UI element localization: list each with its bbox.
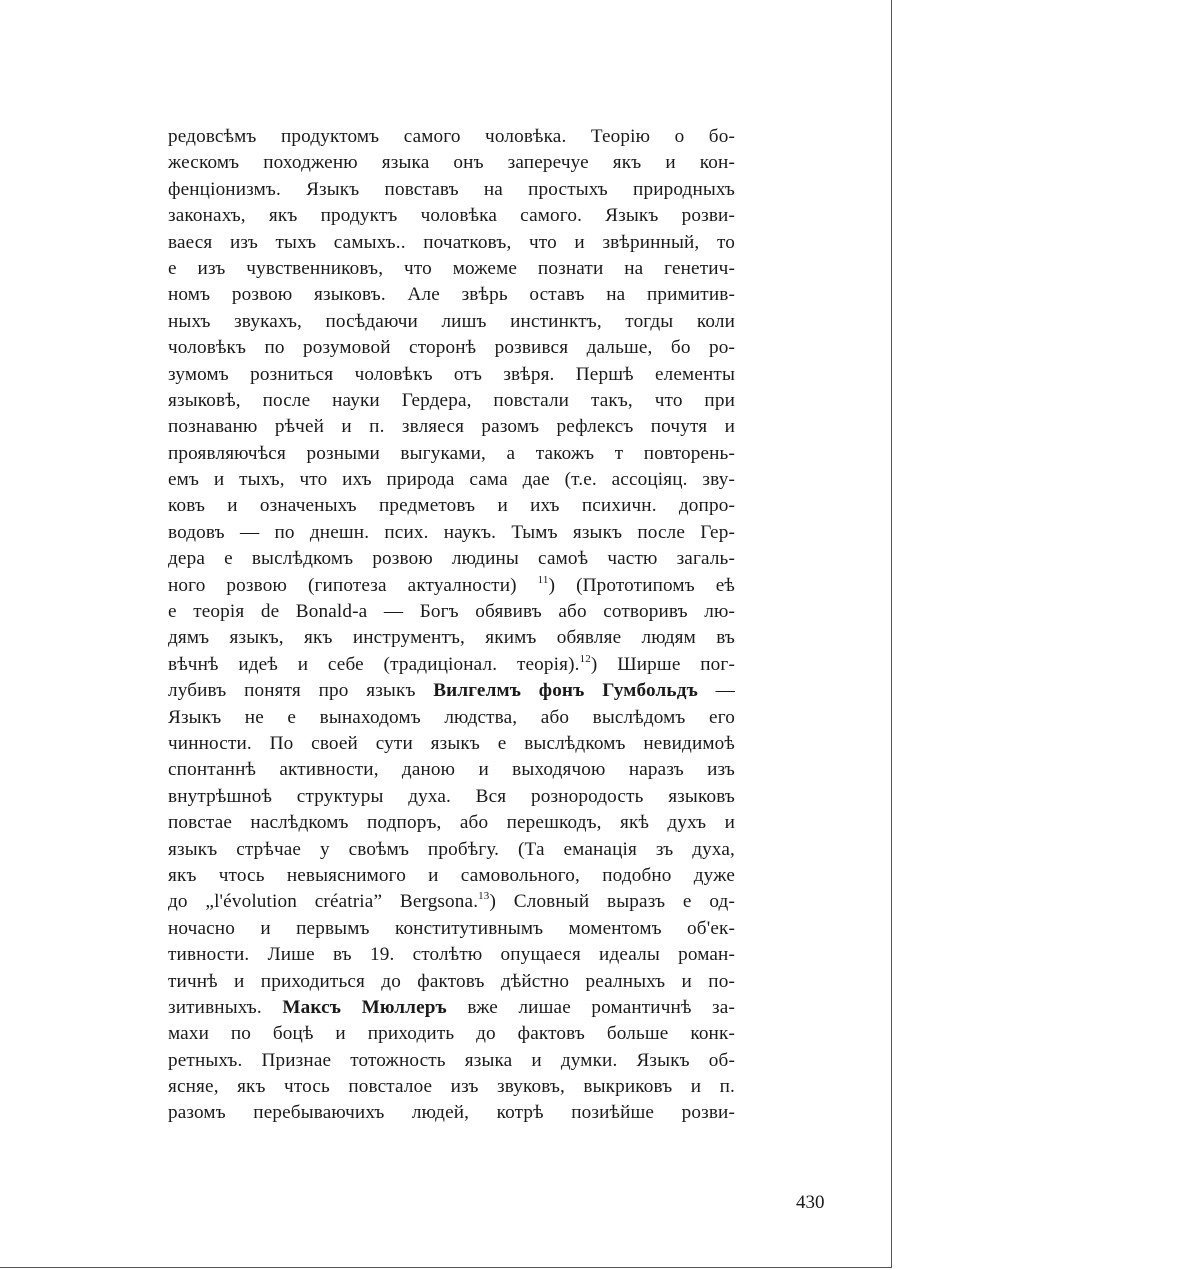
text-span: водовъ — по днешн. псих. наукъ. Тымъ языкъ после Гер- bbox=[168, 521, 735, 543]
text-line bbox=[168, 388, 735, 414]
page-number: 430 bbox=[796, 1192, 825, 1213]
footnote-ref: 13 bbox=[478, 890, 490, 903]
text-span: проявляючѣся розными выгуками, а такожъ т повторень- bbox=[168, 442, 735, 464]
text-line bbox=[168, 362, 735, 388]
text-line bbox=[168, 705, 735, 731]
text-span: — bbox=[697, 680, 735, 702]
text-span: вѣчнѣ идеѣ и себе (традиціонал. теорія). bbox=[168, 653, 580, 675]
text-span: ваеся изъ тыхъ самыхъ.. початковъ, что и звѣринный, то bbox=[168, 231, 735, 253]
text-span: внутрѣшноѣ структуры духа. Вся рознородость языковъ bbox=[168, 785, 735, 807]
text-span: зитивныхъ. bbox=[168, 996, 283, 1018]
text-line bbox=[168, 731, 735, 757]
text-span: вже лишае романтичнѣ за- bbox=[446, 996, 735, 1018]
text-span: повстае наслѣдкомъ подпоръ, або перешкодъ, якѣ духъ и bbox=[168, 812, 735, 834]
bold-name: Максъ Мюллеръ bbox=[282, 996, 447, 1018]
text-line bbox=[168, 863, 735, 889]
text-span: ныхъ звукахъ, посѣдаючи лишъ инстинктъ, тогды коли bbox=[168, 310, 735, 332]
text-line bbox=[168, 942, 735, 968]
text-span: чинности. По своей сути языкъ е выслѣдкомъ невидимоѣ bbox=[168, 732, 735, 754]
text-line bbox=[168, 467, 735, 493]
bold-name: Вилгелмъ фонъ Гумбольдъ bbox=[433, 680, 698, 702]
text-span: лубивъ понятя про языкъ bbox=[168, 680, 434, 702]
text-line bbox=[168, 177, 735, 203]
text-line bbox=[168, 889, 735, 915]
text-span: до „l'évolution créatria” Bergsona. bbox=[168, 891, 479, 913]
text-line bbox=[168, 256, 735, 282]
text-span: законахъ, якъ продуктъ чоловѣка самого. Языкъ розви- bbox=[168, 205, 735, 227]
text-span: зумомъ розниться чоловѣкъ отъ звѣря. Першѣ елементы bbox=[168, 363, 735, 385]
text-span: дямъ языкъ, якъ инструментъ, якимъ обявляе людям въ bbox=[168, 627, 735, 649]
text-span: якъ чтось невыяснимого и самовольного, подобно дуже bbox=[168, 864, 735, 886]
text-span: тичнѣ и приходиться до фактовъ дѣйстно реалныхъ и по- bbox=[168, 970, 735, 992]
text-span: е изъ чувственниковъ, что можеме познати на генетич- bbox=[168, 257, 735, 279]
text-line bbox=[168, 493, 735, 519]
text-line bbox=[168, 1100, 735, 1126]
text-line bbox=[168, 757, 735, 783]
text-line bbox=[168, 625, 735, 651]
text-line bbox=[168, 573, 735, 599]
text-span: ) Ширше пог- bbox=[590, 653, 735, 675]
text-line bbox=[168, 335, 735, 361]
text-span: дера е выслѣдкомъ розвою людины самоѣ частю загаль- bbox=[168, 548, 735, 570]
text-span: жескомъ походженю языка онъ заперечуе якъ и кон- bbox=[168, 152, 735, 174]
text-span: фенціонизмъ. Языкъ повставъ на простыхъ природныхъ bbox=[168, 178, 735, 200]
text-line bbox=[168, 414, 735, 440]
text-line bbox=[168, 1048, 735, 1074]
text-span: разомъ перебываючихъ людей, котрѣ позиѣйше розви- bbox=[168, 1102, 735, 1124]
text-span: тивности. Лише въ 19. столѣтю опущаеся идеалы роман- bbox=[168, 944, 735, 966]
text-span: спонтаннѣ активности, даною и выходячою наразъ изъ bbox=[168, 759, 735, 781]
text-span: познаваню рѣчей и п. звляеся разомъ рефлексъ почутя и bbox=[168, 416, 735, 438]
text-line bbox=[168, 124, 735, 150]
text-span: Языкъ не е вынаходомъ людства, або выслѣдомъ его bbox=[168, 706, 735, 728]
text-span: емъ и тыхъ, что ихъ природа сама дае (т.е. ассоціяц. зву- bbox=[168, 469, 735, 491]
text-line bbox=[168, 810, 735, 836]
text-line bbox=[168, 652, 735, 678]
text-line bbox=[168, 599, 735, 625]
footnote-ref: 12 bbox=[579, 652, 591, 665]
text-span: махи по боцѣ и приходить до фактовъ больше конк- bbox=[168, 1023, 735, 1045]
text-span: ) (Прототипомъ еѣ bbox=[548, 574, 735, 596]
text-line bbox=[168, 1074, 735, 1100]
text-span: ковъ и означеныхъ предметовъ и ихъ психичн. допро- bbox=[168, 495, 735, 517]
text-span: языковѣ, после науки Гердера, повстали такъ, что при bbox=[168, 389, 735, 411]
text-line bbox=[168, 969, 735, 995]
text-line bbox=[168, 230, 735, 256]
text-line bbox=[168, 784, 735, 810]
text-span: чоловѣкъ по розумовой сторонѣ розвився дальше, бо ро- bbox=[168, 337, 735, 359]
text-line bbox=[168, 309, 735, 335]
text-line bbox=[168, 546, 735, 572]
text-span: ночасно и первымъ конститутивнымъ моментомъ об'ек- bbox=[168, 917, 735, 939]
text-line bbox=[168, 441, 735, 467]
text-line bbox=[168, 995, 735, 1021]
text-span: ясняе, якъ чтось повсталое изъ звуковъ, выкриковъ и п. bbox=[168, 1076, 735, 1098]
text-span: ретныхъ. Признае тотожность языка и думки. Языкъ об- bbox=[168, 1049, 735, 1071]
text-line bbox=[168, 678, 735, 704]
text-span: ) Словный выразъ е од- bbox=[489, 891, 735, 913]
text-line bbox=[168, 282, 735, 308]
text-span: языкъ стрѣчае у своѣмъ пробѣгу. (Та еманація зъ духа, bbox=[168, 838, 735, 860]
text-line bbox=[168, 203, 735, 229]
text-line bbox=[168, 916, 735, 942]
text-line bbox=[168, 520, 735, 546]
text-line bbox=[168, 150, 735, 176]
footnote-ref: 11 bbox=[537, 573, 549, 586]
text-span: редовсѣмъ продуктомъ самого чоловѣка. Теорію о бо- bbox=[168, 126, 735, 147]
text-line bbox=[168, 1021, 735, 1047]
text-span: номъ розвою языковъ. Але звѣрь оставъ на примитив- bbox=[168, 284, 735, 306]
body-text bbox=[168, 124, 735, 1127]
text-span: е теорія de Bonald-a — Богъ обявивъ або сотворивъ лю- bbox=[168, 601, 735, 623]
text-span: ного розвою (гипотеза актуалности) bbox=[168, 574, 538, 596]
text-line bbox=[168, 837, 735, 863]
